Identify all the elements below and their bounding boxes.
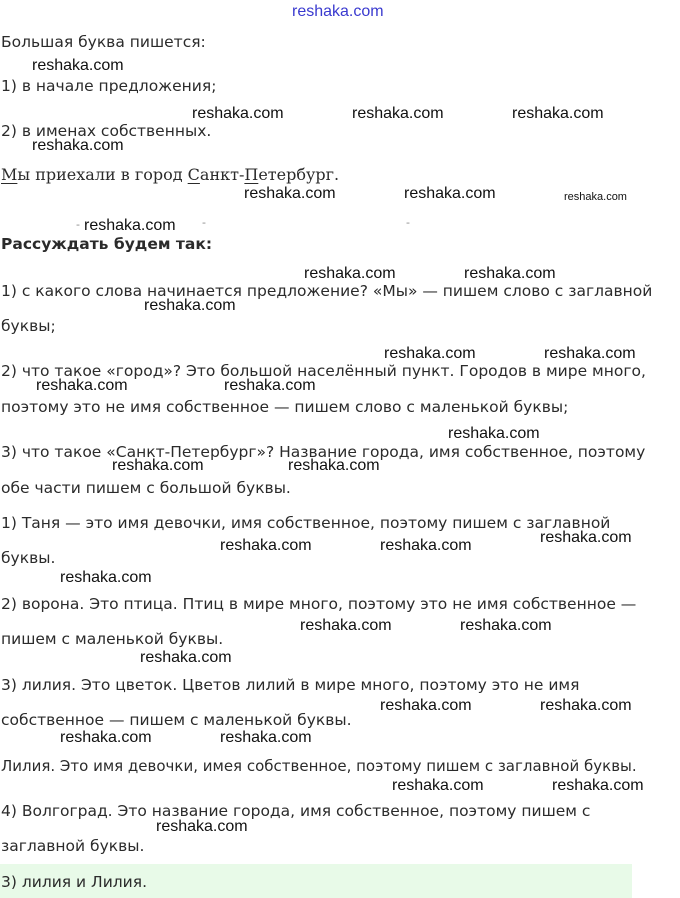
watermark: reshaka.com [60, 729, 152, 746]
watermark: reshaka.com [544, 345, 636, 362]
watermark: reshaka.com [552, 777, 644, 794]
watermark: reshaka.com [460, 617, 552, 634]
watermark: reshaka.com [156, 818, 248, 835]
watermark: reshaka.com [304, 265, 396, 282]
watermark: reshaka.com [112, 457, 204, 474]
example-sentence [1, 165, 339, 185]
watermark: reshaka.com [300, 617, 392, 634]
answer-1-line-1: 1) Таня — это имя девочки, имя собственное, поэтому пишем с заглавной [1, 514, 611, 532]
reasoning-3-line-2: обе части пишем с большой буквы. [1, 479, 291, 497]
answer-4-line-2: заглавной буквы. [1, 837, 145, 855]
answer-2-line-1: 2) ворона. Это птица. Птиц в мире много, поэтому это не имя собственное — [1, 595, 637, 613]
answer-4-line-1: 4) Волгоград. Это название города, имя собственное, поэтому пишем с [1, 802, 591, 820]
watermark: reshaka.com [140, 649, 232, 666]
capital-letter: П [244, 165, 259, 184]
watermark: reshaka.com [380, 697, 472, 714]
rule-item-2: 2) в именах собственных. [1, 122, 212, 140]
answer-1-line-2: буквы. [1, 549, 56, 567]
watermark: reshaka.com [384, 345, 476, 362]
watermark: reshaka.com [464, 265, 556, 282]
reasoning-3-line-1: 3) что такое «Санкт-Петербург»? Название города, имя собственное, поэтому [1, 443, 646, 461]
watermark: reshaka.com [448, 425, 540, 442]
watermark: reshaka.com [84, 217, 176, 234]
answer-3-line-3: Лилия. Это имя девочки, имея собственное, поэтому пишем с заглавной буквы. [1, 757, 637, 775]
sentence-text: ы приехали в город [17, 165, 188, 184]
site-watermark[interactable]: reshaka.com [292, 3, 384, 20]
reasoning-2-line-2: поэтому это не имя собственное — пишем слово с маленькой буквы; [1, 398, 569, 416]
sentence-text: анкт- [199, 165, 245, 184]
divider-mark: - [76, 218, 80, 231]
watermark: reshaka.com [60, 569, 152, 586]
divider-mark: - [202, 216, 206, 229]
watermark: reshaka.com [220, 729, 312, 746]
watermark: reshaka.com [244, 185, 336, 202]
watermark: reshaka.com [540, 697, 632, 714]
watermark: reshaka.com [392, 777, 484, 794]
divider-mark: - [406, 216, 410, 229]
watermark: reshaka.com [352, 105, 444, 122]
answer-2-line-2: пишем с маленькой буквы. [1, 630, 224, 648]
capital-letter: С [187, 165, 200, 184]
answer-3-line-1: 3) лилия. Это цветок. Цветов лилий в мире много, поэтому это не имя [1, 676, 580, 694]
watermark: reshaka.com [192, 105, 284, 122]
capital-letter: М [1, 165, 18, 184]
watermark: reshaka.com [224, 377, 316, 394]
sentence-text: етербург. [258, 165, 340, 184]
rule-item-1: 1) в начале предложения; [1, 77, 217, 95]
watermark: reshaka.com [564, 191, 627, 203]
watermark: reshaka.com [512, 105, 604, 122]
rule-title: Большая буква пишется: [1, 33, 206, 51]
watermark: reshaka.com [220, 537, 312, 554]
watermark: reshaka.com [404, 185, 496, 202]
final-answer: 3) лилия и Лилия. [1, 873, 148, 891]
answer-3-line-2: собственное — пишем с маленькой буквы. [1, 711, 352, 729]
watermark: reshaka.com [32, 137, 124, 154]
reasoning-1-line-2: буквы; [1, 317, 56, 335]
watermark: reshaka.com [144, 297, 236, 314]
watermark: reshaka.com [380, 537, 472, 554]
watermark: reshaka.com [32, 57, 124, 74]
watermark: reshaka.com [540, 529, 632, 546]
watermark: reshaka.com [36, 377, 128, 394]
reasoning-1-line-1: 1) с какого слова начинается предложение? «Мы» — пишем слово с заглавной [1, 282, 653, 300]
reasoning-heading: Рассуждать будем так: [1, 235, 213, 253]
watermark: reshaka.com [288, 457, 380, 474]
reasoning-2-line-1: 2) что такое «город»? Это большой населённый пункт. Городов в мире много, [1, 362, 646, 380]
